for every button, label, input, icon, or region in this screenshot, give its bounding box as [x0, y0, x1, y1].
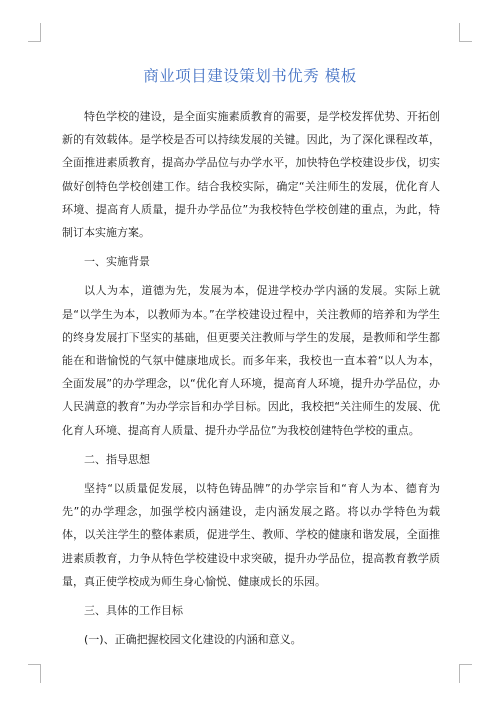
- crop-mark-top-right: [459, 23, 472, 42]
- background-paragraph: 以人为本，道德为先，发展为本，促进学校办学内涵的发展。实际上就是“以学生为本，以教师为本。”在学校建设过程中，关注教师的培养和为学生的终身发展打下坚实的基础，但更要关注教师与学生的发展，是教师和学生都能在和谐愉悦的气氛中健康地成长。而多年来，我校也一直本着“以人为本，全面发展”的办学理念，以“优化育人环境，提高育人环境，提升办学品位，办人民满意的教育”为办学宗旨和办学目标。因此，我校把“关注师生的发展、优化育人环境、提高育人质量、提升办学品位”为我校创建特色学校的重点。: [62, 284, 440, 437]
- crop-mark-bottom-left: [28, 664, 41, 683]
- document-body: [62, 105, 440, 651]
- subsection-heading-culture: (一)、正确把握校园文化建设的内涵和意义。: [84, 633, 302, 647]
- guiding-thought-paragraph: 坚持“以质量促发展，以特色铸品牌”的办学宗旨和“育人为本、德育为先”的办学理念，加强学校内涵建设，走内涵发展之路。将以办学特色为载体，以关注学生的整体素质，促进学生、教师、学校的健康和谐发展，全面推进素质教育，力争从特色学校建设中求突破，提升办学品位，提高教育教学质量，真正使学校成为师生身心愉悦、健康成长的乐园。: [62, 482, 440, 588]
- section-heading-guiding-thought: 二、指导思想: [84, 452, 150, 466]
- intro-paragraph: 特色学校的建设，是全面实施素质教育的需要，是学校发挥优势、开拓创新的有效载体。是学校是否可以持续发展的关键。因此，为了深化课程改革，全面推进素质教育，提高办学品位与办学水平，加快特色学校建设步伐，切实做好创特色学校创建工作。结合我校实际，确定“关注师生的发展，优化育人环境、提高育人质量，提升办学品位”为我校特色学校创建的重点，为此，特制订本实施方案。: [62, 110, 440, 240]
- section-heading-work-goals: 三、具体的工作目标: [84, 604, 183, 618]
- crop-mark-bottom-right: [459, 664, 472, 683]
- crop-mark-top-left: [28, 23, 41, 42]
- document-title: 商业项目建设策划书优秀 模板: [143, 67, 357, 85]
- section-heading-background: 一、实施背景: [84, 255, 150, 269]
